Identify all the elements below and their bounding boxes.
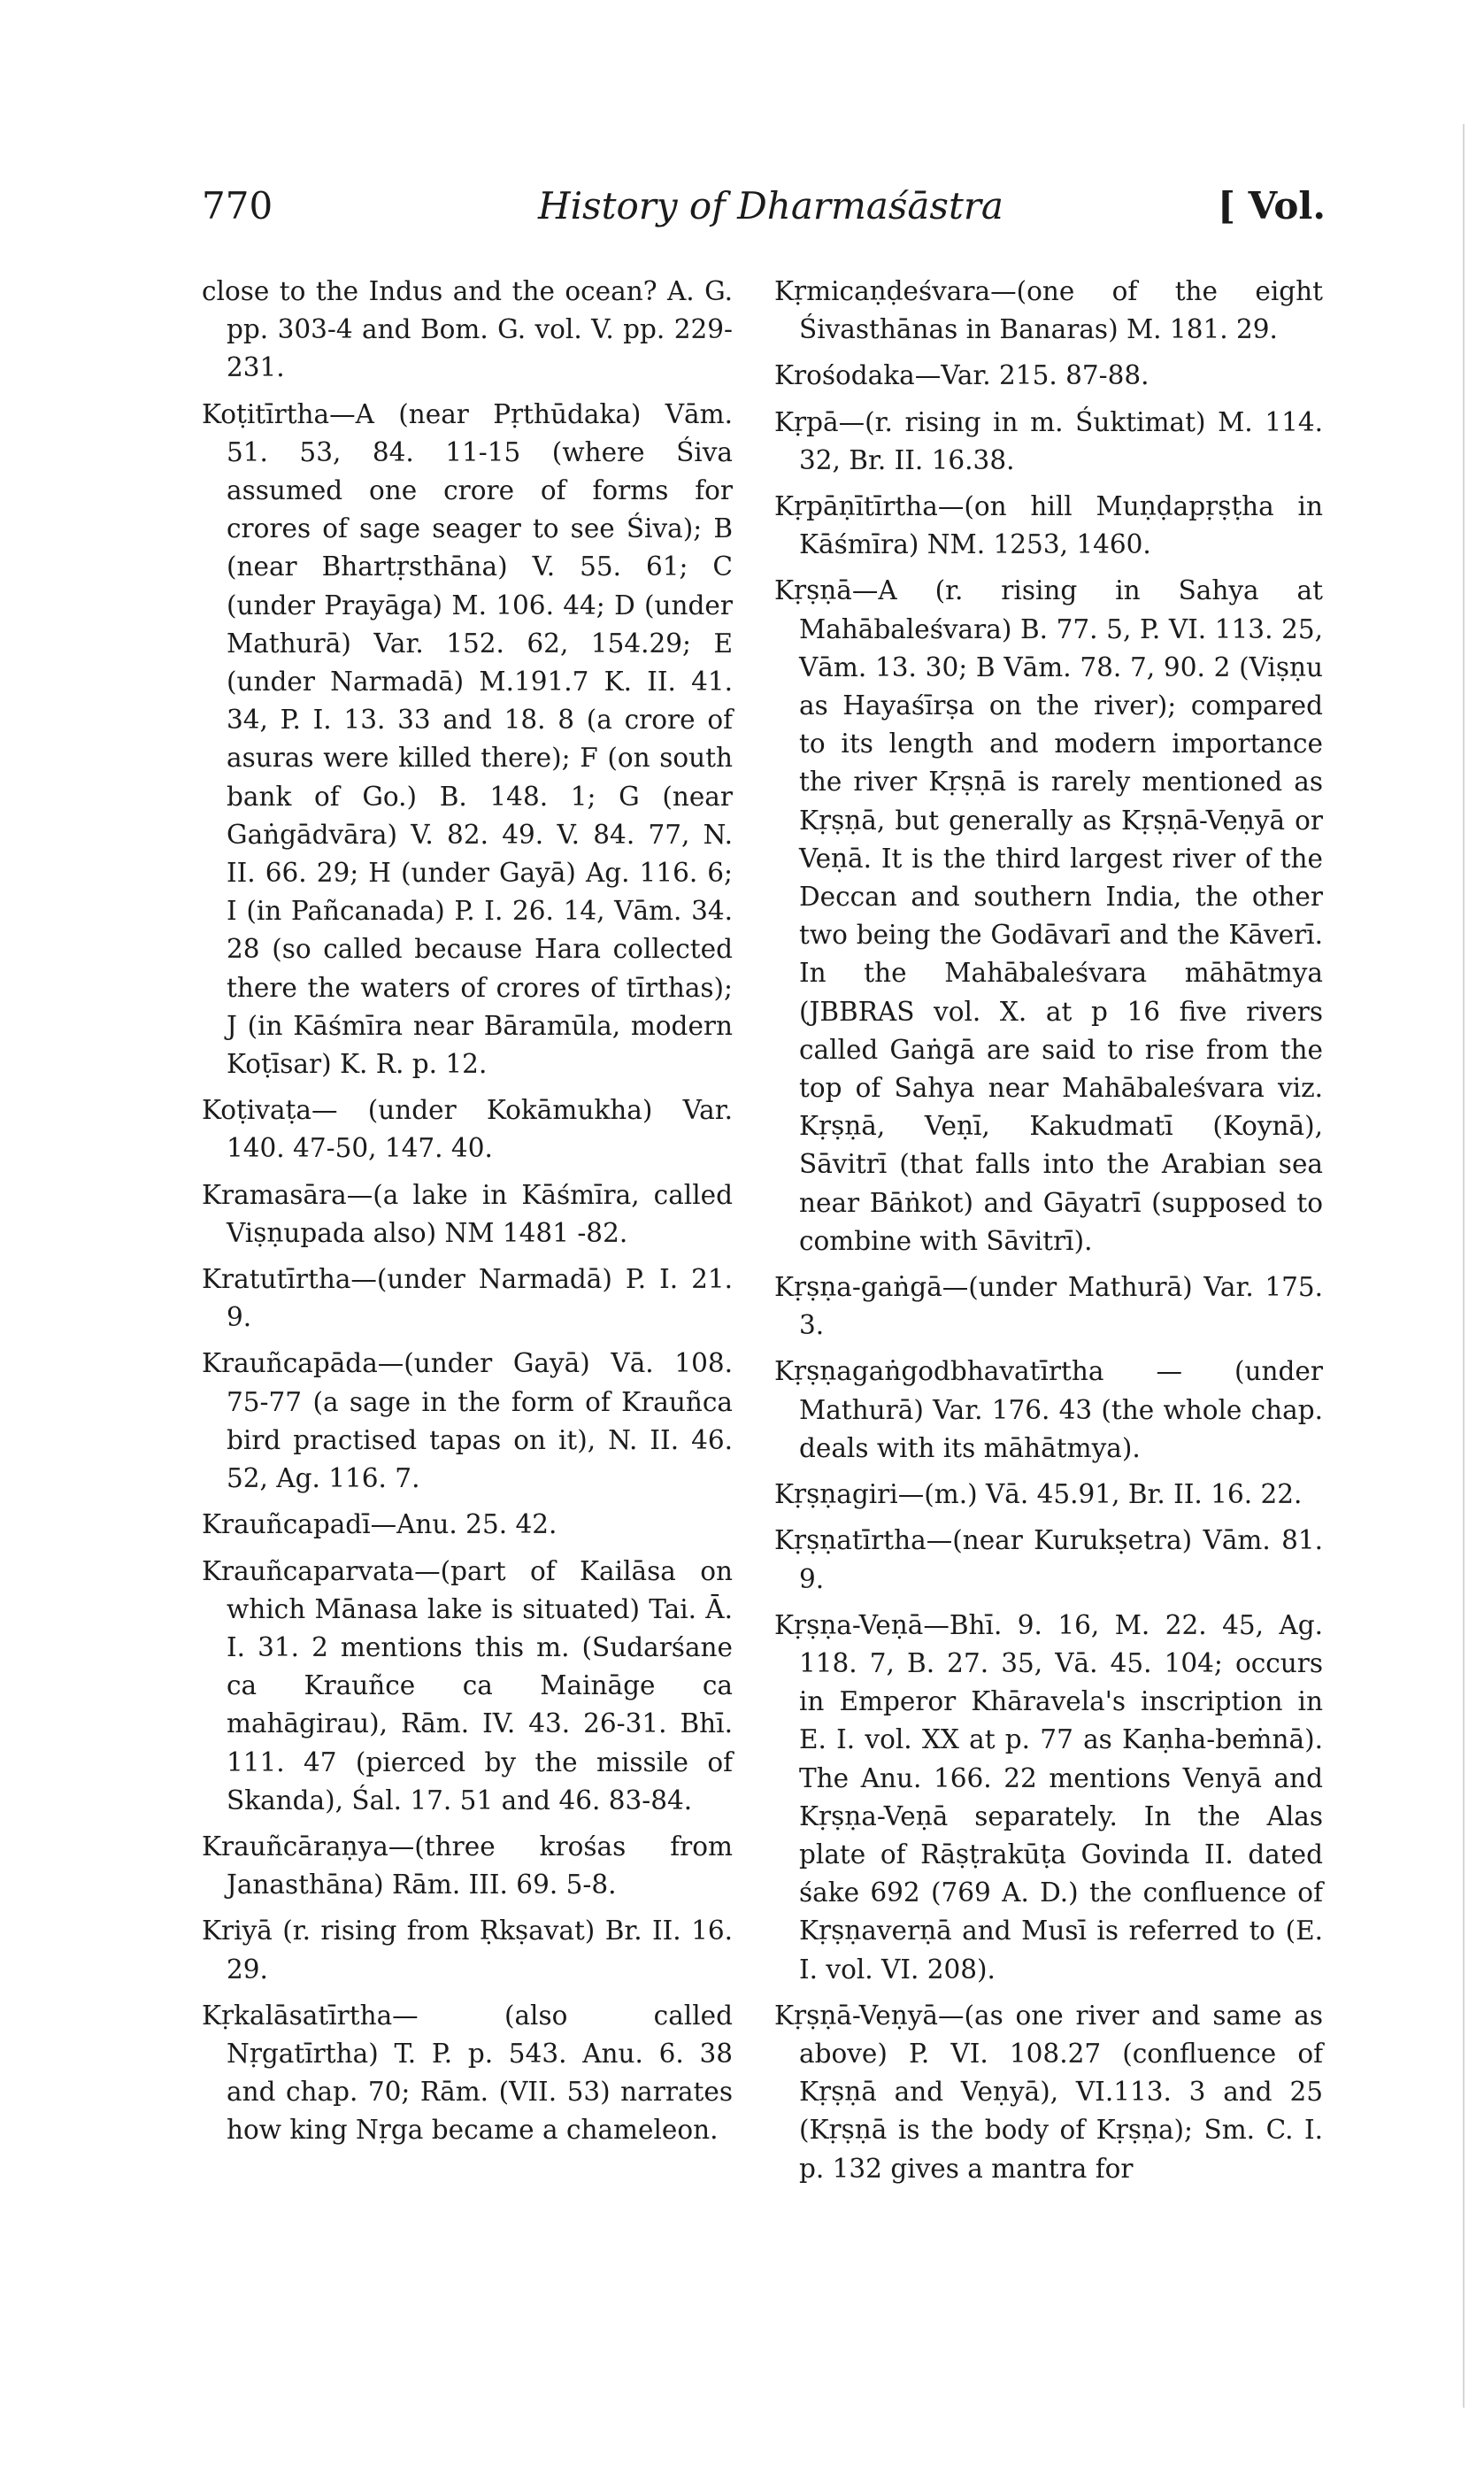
index-entry: Kṛṣṇatīrtha—(near Kurukṣetra) Vām. 81. 9. — [774, 1525, 1323, 1594]
index-entry: Koṭivaṭa— (under Kokāmukha) Var. 140. 47-50, 147. 40. — [202, 1095, 733, 1164]
index-entry: Krauñcaparvata—(part of Kailāsa on which Mānasa lake is situated) Tai. Ā. I. 31. 2 mentions this m. (Sudarśane ca Krauñce ca Maināge ca mahāgirau), Rām. IV. 43. 26-31. Bhī. 111. 47 (pierced by the missile of Skanda), Śal. 17. 51 and 46. 83-84. — [202, 1555, 733, 1816]
index-entry: Krauñcāraṇya—(three krośas from Janasthāna) Rām. III. 69. 5-8. — [202, 1831, 733, 1900]
page-header — [202, 184, 1326, 237]
right-column — [774, 273, 1323, 2196]
index-entry: Kratutīrtha—(under Narmadā) P. I. 21. 9. — [202, 1264, 733, 1333]
index-entry: Krośodaka—Var. 215. 87-88. — [774, 360, 1150, 391]
index-entry: Kṛpāṇītīrtha—(on hill Muṇḍapṛṣṭha in Kāśmīra) NM. 1253, 1460. — [774, 491, 1323, 560]
index-entry: Kṛmicaṇḍeśvara—(one of the eight Śivasthānas in Banaras) M. 181. 29. — [774, 276, 1323, 345]
index-entry: Kṛkalāsatīrtha— (also called Nṛgatīrtha) T. P. p. 543. Anu. 6. 38 and chap. 70; Rām. (VII. 53) narrates how king Nṛga became a chameleon. — [202, 2000, 733, 2146]
index-entry: Koṭitīrtha—A (near Pṛthūdaka) Vām. 51. 53, 84. 11-15 (where Śiva assumed one crore of forms for crores of sage seager to see Śiva); B (near Bhartṛsthāna) V. 55. 61; C (under Prayāga) M. 106. 44; D (under Mathurā) Var. 152. 62, 154.29; E (under Narmadā) M.191.7 K. II. 41. 34, P. I. 13. 33 and 18. 8 (a crore of asuras were killed there); F (on south bank of Go.) B. 148. 1; G (near Gaṅgādvāra) V. 82. 49. V. 84. 77, N. II. 66. 29; H (under Gayā) Ag. 116. 6; I (in Pañcanada) P. I. 26. 14, Vām. 34. 28 (so called because Hara collected there the waters of crores of tīrthas); J (in Kāśmīra near Bāramūla, modern Koṭīsar) K. R. p. 12. — [202, 398, 733, 1080]
index-entry: close to the Indus and the ocean? A. G. pp. 303-4 and Bom. G. vol. V. pp. 229-231. — [202, 276, 733, 383]
index-entry: Kṛṣṇa-Veṇā—Bhī. 9. 16, M. 22. 45, Ag. 118. 7, B. 27. 35, Vā. 45. 104; occurs in Emperor Khāravela's inscription in E. I. vol. XX at p. 77 as Kaṇha-beṁnā). The Anu. 166. 22 mentions Venyā and Kṛṣṇa-Veṇā separately. In the Alas plate of Rāṣṭrakūṭa Govinda II. dated śake 692 (769 A. D.) the confluence of Kṛṣṇaverṇā and Musī is referred to (E. I. vol. VI. 208). — [774, 1609, 1323, 1985]
page-number: 770 — [202, 184, 273, 227]
left-column — [202, 273, 733, 2158]
index-entry: Krauñcapadī—Anu. 25. 42. — [202, 1509, 557, 1540]
index-entry: Kramasāra—(a lake in Kāśmīra, called Viṣṇupada also) NM 1481 -82. — [202, 1179, 733, 1248]
index-entry: Kṛṣṇā-Veṇyā—(as one river and same as above) P. VI. 108.27 (confluence of Kṛṣṇā and Veṇyā), VI.113. 3 and 25 (Kṛṣṇā is the body of Kṛṣṇa); Sm. C. I. p. 132 gives a mantra for — [774, 2000, 1323, 2184]
index-entry: Kṛṣṇā—A (r. rising in Sahya at Mahābaleśvara) B. 77. 5, P. VI. 113. 25, Vām. 13. 30; B Vām. 78. 7, 90. 2 (Viṣṇu as Hayaśīrṣa on the river); compared to its length and modern importance the river Kṛṣṇā is rarely mentioned as Kṛṣṇā, but generally as Kṛṣṇā-Veṇyā or Veṇā. It is the third largest river of the Deccan and southern India, the other two being the Godāvarī and the Kāverī. In the Mahābaleśvara māhātmya (JBBRAS vol. X. at p 16 five rivers called Gaṅgā are said to rise from the top of Sahya near Mahābaleśvara viz. Kṛṣṇā, Veṇī, Kakudmatī (Koynā), Sāvitrī (that falls into the Arabian sea near Bāṅkot) and Gāyatrī (supposed to combine with Sāvitrī). — [774, 575, 1323, 1256]
index-entry: Kṛpā—(r. rising in m. Śuktimat) M. 114. 32, Br. II. 16.38. — [774, 406, 1323, 475]
index-entry: Krauñcapāda—(under Gayā) Vā. 108. 75-77 (a sage in the form of Krauñca bird practised tapas on it), N. II. 46. 52, Ag. 116. 7. — [202, 1348, 733, 1494]
index-entry: Kṛṣṇagiri—(m.) Vā. 45.91, Br. II. 16. 22. — [774, 1479, 1303, 1510]
index-entry: Kṛṣṇagaṅgodbhavatīrtha — (under Mathurā) Var. 176. 43 (the whole chap. deals with its māhātmya). — [774, 1356, 1323, 1463]
volume-label: [ Vol. — [1218, 184, 1326, 227]
index-entry: Kriyā (r. rising from Ṛkṣavat) Br. II. 16. 29. — [202, 1916, 733, 1985]
page-edge-rule — [1463, 124, 1465, 2408]
running-title: History of Dharmaśāstra — [538, 184, 1003, 227]
index-entry: Kṛṣṇa-gaṅgā—(under Mathurā) Var. 175. 3. — [774, 1272, 1323, 1341]
